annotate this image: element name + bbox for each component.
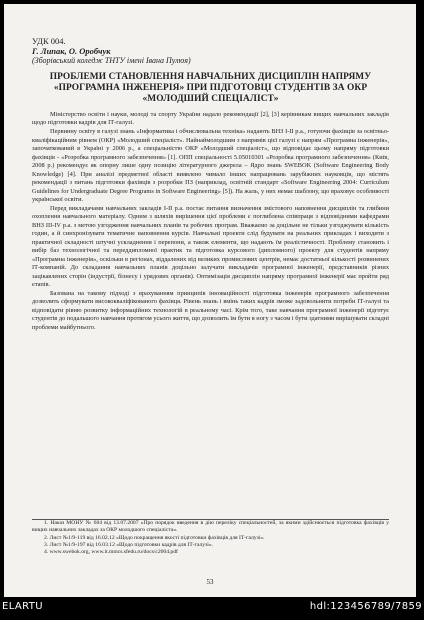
footnote-1: 1. Наказ МОНУ № 604 від 13.07.2007 «Про порядок введення в дію переліку спеціальностей, за якими здійснюється підготовка фахівців у вищих навчальних закладах за ОКР молодшого спеціаліста». <box>32 520 389 534</box>
authors: Г. Липак, О. Оробчук <box>32 46 111 56</box>
repository-name: ELARTU <box>2 601 44 612</box>
paper-page <box>4 4 416 597</box>
article-body <box>32 36 389 332</box>
footnote-3: 3. Лист №1/9-197 від 16.03.12 «Щодо підготовки кадрів для ІТ-галузі». <box>44 541 214 548</box>
paragraph-4: Базована на такому підході з врахуванням принципів інноваційності підготовка інженерів програмного забезпечення дозволить сформувати висококваліфікованого фахівця. Рівень знань і вмінь таких кадрів зможе задовольнити потреби ІТ-галузі та відповідати рівню розвитку інформаційних технологій в реальному часі. Крім того, таке навчання програмної інженерії підготує студентів до подальшого навчання протягом усього життя, що дозволить їм бути в ногу з часом і бути здатними вирішувати складні проблеми майбутнього. <box>32 290 389 331</box>
paragraph-1: Міністерство освіти і науки, молоді та спорту України надало рекомендації [2], [3] керівникам вищих навчальних закладів щодо підготовки кадрів для ІТ-галузі. <box>32 111 389 127</box>
paragraph-2: Первинну освіту в галузі знань «Інформатика і обчислювальна техніка» надають ВНЗ І-ІІ р.а., готуючи фахівців за освітньо-кваліфікаційним рівнем (ОКР) «Молодший спеціаліст». Найнаймолодшим з напрямів цієї галузі є напрям «Програмна інженерія», започаткований в Україні у 2006 р., а спеціальністю ОКР «Молодший спеціаліст», що відповідає цьому напряму підготовки фахівців - «Розробка програмного забезпечення» [1]. ОПП спеціальності 5.05010301 «Розробка програмного забезпечення» (Київ, 2008 р.) рекомендує як опорну лише одну позицію літературного джерела – Ядро знань SWEBOK (Software Engineering Body Knowledge) [4]. При аналізі предметної області виявлено чимало інших напрацювань зарубіжних науковців, що містять рекомендації з питань підготовки фахівців з розробки ПЗ (наприклад, освітній стандарт «Software Engineering 2004: Curriculum Guidelines for Undergraduate Degree Programs in Software Engineering» [5]). На жаль, у них немає шаблону, що враховує особливості української освіти. <box>32 128 389 204</box>
footnote-2: 2. Лист №1/9-119 від 16.02.12 «Щодо покращення якості підготовки фахівців для ІТ-галузі». <box>44 534 265 541</box>
udk-code: УДК 004. <box>32 36 66 46</box>
page-number: 53 <box>206 578 214 586</box>
repository-footer-bar <box>0 597 424 620</box>
handle-id: hdl:123456789/7859 <box>309 601 422 612</box>
affiliation: (Зборівський коледж ТНТУ імені Івана Пулюя) <box>32 56 191 65</box>
footnotes <box>32 519 389 556</box>
footnote-4: 4. www.swebok.org, www.it.mmcs.sfedu.ru/docs/c2004.pdf <box>44 549 178 556</box>
article-title: ПРОБЛЕМИ СТАНОВЛЕННЯ НАВЧАЛЬНИХ ДИСЦИПЛІН НАПРЯМУ «ПРОГРАМНА ІНЖЕНЕРІЯ» ПРИ ПІДГОТОВЦІ СТУДЕНТІВ ЗА ОКР «МОЛОДШИЙ СПЕЦІАЛІСТ» <box>49 72 372 104</box>
paragraph-3: Перед викладачами навчальних закладів І-ІІ р.а. постає питання визначення змістового наповнення дисциплін та глибини охоплення навчального матеріалу. Одним з шляхів вирішення цієї проблеми є поглиблена співпраця з відповідними кафедрами ВНЗ ІІІ-ІV р.а. з метою узгодження навчальних планів та робочих програм. Вважаємо за доцільне не тільки узгоджувати кількість годин, а й синхронізувати тематичне наповнення курсів. Навчальні проекти слід будувати на реальних прикладах і виходити з практичної складності штучні ускладнення і перепони, а також елементи, що надають їм реалістичності. Проблему становить і вибір баз технологічної та переддипломної практик та підготовка курсового (дипломного) проекту для студентів напряму «Програмна інженерія», оскільки в регіонах, віддалених від великих промислових центрів, немає достатньої кількості розвинених ІТ-компаній. До складання навчальних планів доцільно залучати викладачів програмної інженерії, представників різних зацікавлених сторін (індустрії, бізнесу і урядових органів). Оптимізація дисциплін напряму програмної інженерії має пройти ряд етапів. <box>32 204 389 289</box>
